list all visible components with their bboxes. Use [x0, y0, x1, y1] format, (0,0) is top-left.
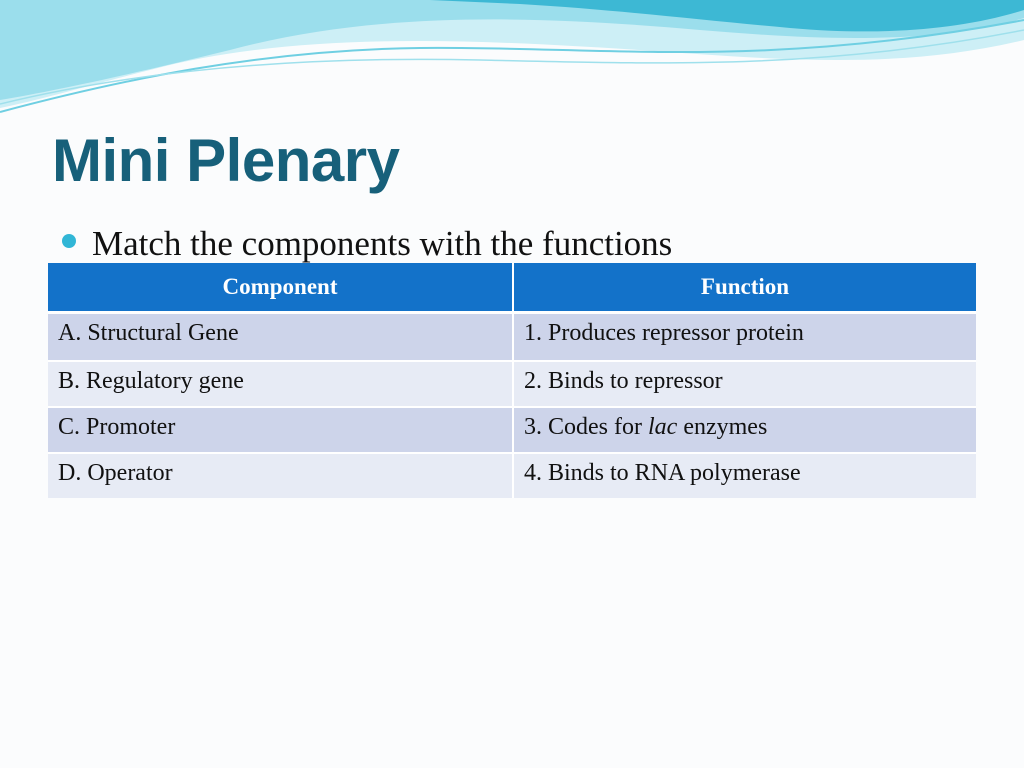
- bullet-dot-icon: [62, 234, 76, 248]
- column-header-function: Function: [512, 263, 976, 314]
- function-cell: 1. Produces repressor protein: [512, 314, 976, 360]
- table-row: [48, 314, 976, 360]
- table-header-row: [48, 263, 976, 314]
- function-cell: 4. Binds to RNA polymerase: [512, 452, 976, 498]
- italic-term: lac: [647, 414, 678, 440]
- function-cell: 2. Binds to repressor: [512, 360, 976, 406]
- component-cell: C. Promoter: [48, 406, 512, 452]
- column-header-component: Component: [48, 263, 512, 314]
- table-row: [48, 452, 976, 498]
- component-cell: A. Structural Gene: [48, 314, 512, 360]
- matching-table: [48, 263, 976, 498]
- bullet-text: Match the components with the functions: [92, 224, 673, 263]
- function-cell: 3. Codes for lac enzymes: [512, 406, 976, 452]
- table-row: [48, 360, 976, 406]
- header-wave-decoration: [0, 0, 1024, 130]
- table-row: [48, 406, 976, 452]
- component-cell: B. Regulatory gene: [48, 360, 512, 406]
- component-cell: D. Operator: [48, 452, 512, 498]
- slide-title: Mini Plenary: [52, 127, 400, 194]
- bullet-item: [62, 222, 672, 266]
